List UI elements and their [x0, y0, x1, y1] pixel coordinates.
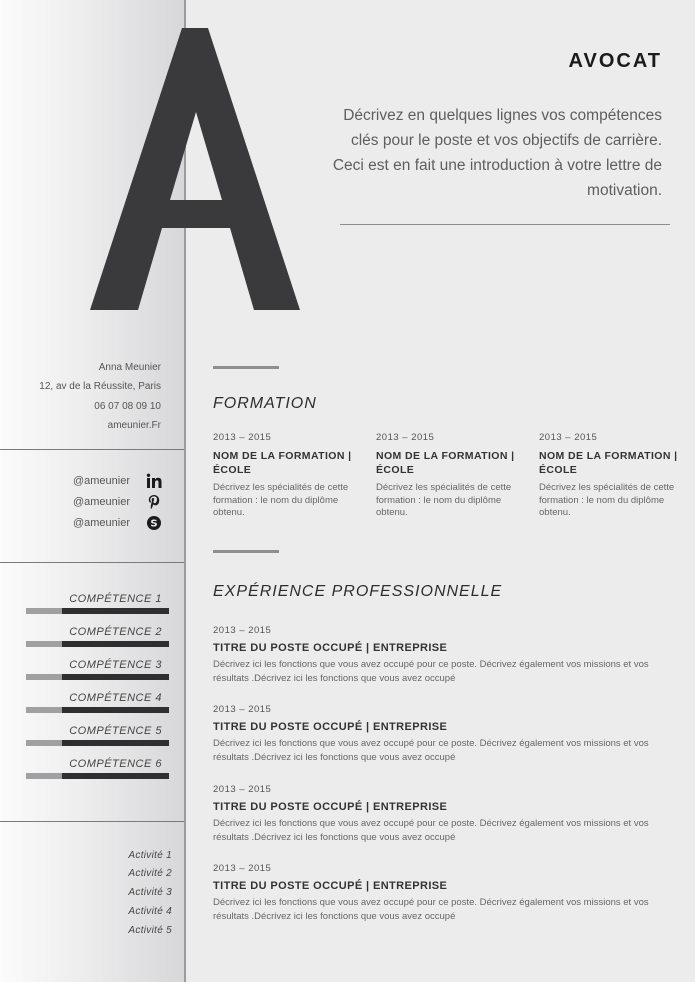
social-handle: @ameunier — [72, 475, 130, 487]
experience-years: 2013 – 2015 — [213, 863, 272, 874]
experience-years: 2013 – 2015 — [213, 784, 272, 795]
contact-phone: 06 07 08 09 10 — [94, 401, 161, 412]
skill-label: COMPÉTENCE 2 — [69, 626, 162, 638]
formation-name: NOM DE LA FORMATION | ÉCOLE — [539, 450, 678, 476]
skill-bar — [26, 740, 169, 746]
experience-item — [213, 704, 668, 764]
svg-text:S: S — [150, 518, 158, 530]
formation-years: 2013 – 2015 — [213, 432, 272, 443]
formation-description: Décrivez les spécialités de cette formation : le nom du diplôme obtenu. — [213, 482, 349, 518]
skill-label: COMPÉTENCE 1 — [69, 593, 162, 605]
pinterest-icon — [146, 494, 162, 510]
skill-item — [26, 758, 170, 786]
experience-item — [213, 625, 668, 685]
skill-label: COMPÉTENCE 4 — [69, 692, 162, 704]
initial-letter-shape — [90, 28, 300, 310]
formation-years: 2013 – 2015 — [539, 432, 598, 443]
skill-bar-fill — [62, 608, 169, 614]
formation-years: 2013 – 2015 — [376, 432, 435, 443]
formation-heading: FORMATION — [213, 395, 317, 412]
contact-address: 12, av de la Réussite, Paris — [39, 381, 161, 392]
experience-title: TITRE DU POSTE OCCUPÉ | ENTREPRISE — [213, 721, 448, 733]
divider — [0, 562, 184, 563]
intro-text: Décrivez en quelques lignes vos compétences clés pour le poste et vos objectifs de carrière. Ceci est en fait une introduction à votre lettre de motivation. — [332, 107, 662, 199]
section-accent-bar — [213, 550, 279, 553]
section-accent-bar — [213, 366, 279, 369]
experience-description: Décrivez ici les fonctions que vous avez occupé pour ce poste. Décrivez également vos missions et vos résultats .Décrivez ici les fonctions que vous avez occupé — [213, 897, 649, 922]
skill-bar — [26, 707, 169, 713]
linkedin-icon — [146, 473, 162, 489]
skill-bar — [26, 641, 169, 647]
skill-bar-fill — [62, 641, 169, 647]
experience-description: Décrivez ici les fonctions que vous avez occupé pour ce poste. Décrivez également vos missions et vos résultats .Décrivez ici les fonctions que vous avez occupé — [213, 818, 649, 843]
skill-bar-fill — [62, 740, 169, 746]
formation-item — [376, 432, 516, 520]
experience-description: Décrivez ici les fonctions que vous avez occupé pour ce poste. Décrivez également vos missions et vos résultats .Décrivez ici les fonctions que vous avez occupé — [213, 738, 649, 763]
divider — [0, 821, 184, 822]
experience-title: TITRE DU POSTE OCCUPÉ | ENTREPRISE — [213, 801, 448, 813]
skill-item — [26, 626, 170, 654]
job-title: AVOCAT — [568, 50, 662, 72]
skill-item — [26, 692, 170, 720]
formation-description: Décrivez les spécialités de cette formation : le nom du diplôme obtenu. — [539, 482, 675, 518]
formation-item — [213, 432, 353, 520]
experience-years: 2013 – 2015 — [213, 625, 272, 636]
activity-item: Activité 3 — [128, 887, 172, 898]
skill-bar-fill — [62, 707, 169, 713]
skill-bar — [26, 773, 169, 779]
skill-item — [26, 659, 170, 687]
social-skype[interactable] — [0, 515, 168, 533]
activity-item: Activité 1 — [128, 850, 172, 861]
formation-name: NOM DE LA FORMATION | ÉCOLE — [213, 450, 352, 476]
formation-item — [539, 432, 679, 520]
experience-description: Décrivez ici les fonctions que vous avez occupé pour ce poste. Décrivez également vos missions et vos résultats .Décrivez ici les fonctions que vous avez occupé — [213, 659, 649, 684]
skill-item — [26, 725, 170, 753]
skill-label: COMPÉTENCE 5 — [69, 725, 162, 737]
formation-name: NOM DE LA FORMATION | ÉCOLE — [376, 450, 515, 476]
skill-bar-fill — [62, 773, 169, 779]
skype-icon — [146, 515, 162, 531]
social-pinterest[interactable] — [0, 494, 168, 512]
skill-bar-fill — [62, 674, 169, 680]
social-handle: @ameunier — [72, 517, 130, 529]
experience-heading: EXPÉRIENCE PROFESSIONNELLE — [213, 583, 503, 600]
experience-title: TITRE DU POSTE OCCUPÉ | ENTREPRISE — [213, 880, 448, 892]
experience-years: 2013 – 2015 — [213, 704, 272, 715]
activity-item: Activité 2 — [128, 868, 172, 879]
contact-name: Anna Meunier — [98, 362, 161, 373]
divider — [0, 449, 184, 450]
experience-title: TITRE DU POSTE OCCUPÉ | ENTREPRISE — [213, 642, 448, 654]
social-linkedin[interactable] — [0, 473, 168, 491]
skill-bar — [26, 674, 169, 680]
experience-item — [213, 784, 668, 844]
skill-label: COMPÉTENCE 3 — [69, 659, 162, 671]
activity-item: Activité 5 — [128, 925, 172, 936]
formation-description: Décrivez les spécialités de cette formation : le nom du diplôme obtenu. — [376, 482, 512, 518]
skill-label: COMPÉTENCE 6 — [69, 758, 162, 770]
activity-item: Activité 4 — [128, 906, 172, 917]
skill-bar — [26, 608, 169, 614]
social-handle: @ameunier — [72, 496, 130, 508]
divider — [340, 224, 670, 225]
contact-website[interactable]: ameunier.Fr — [107, 420, 161, 431]
experience-item — [213, 863, 668, 923]
skill-item — [26, 593, 170, 621]
initial-letter-graphic — [90, 28, 300, 310]
